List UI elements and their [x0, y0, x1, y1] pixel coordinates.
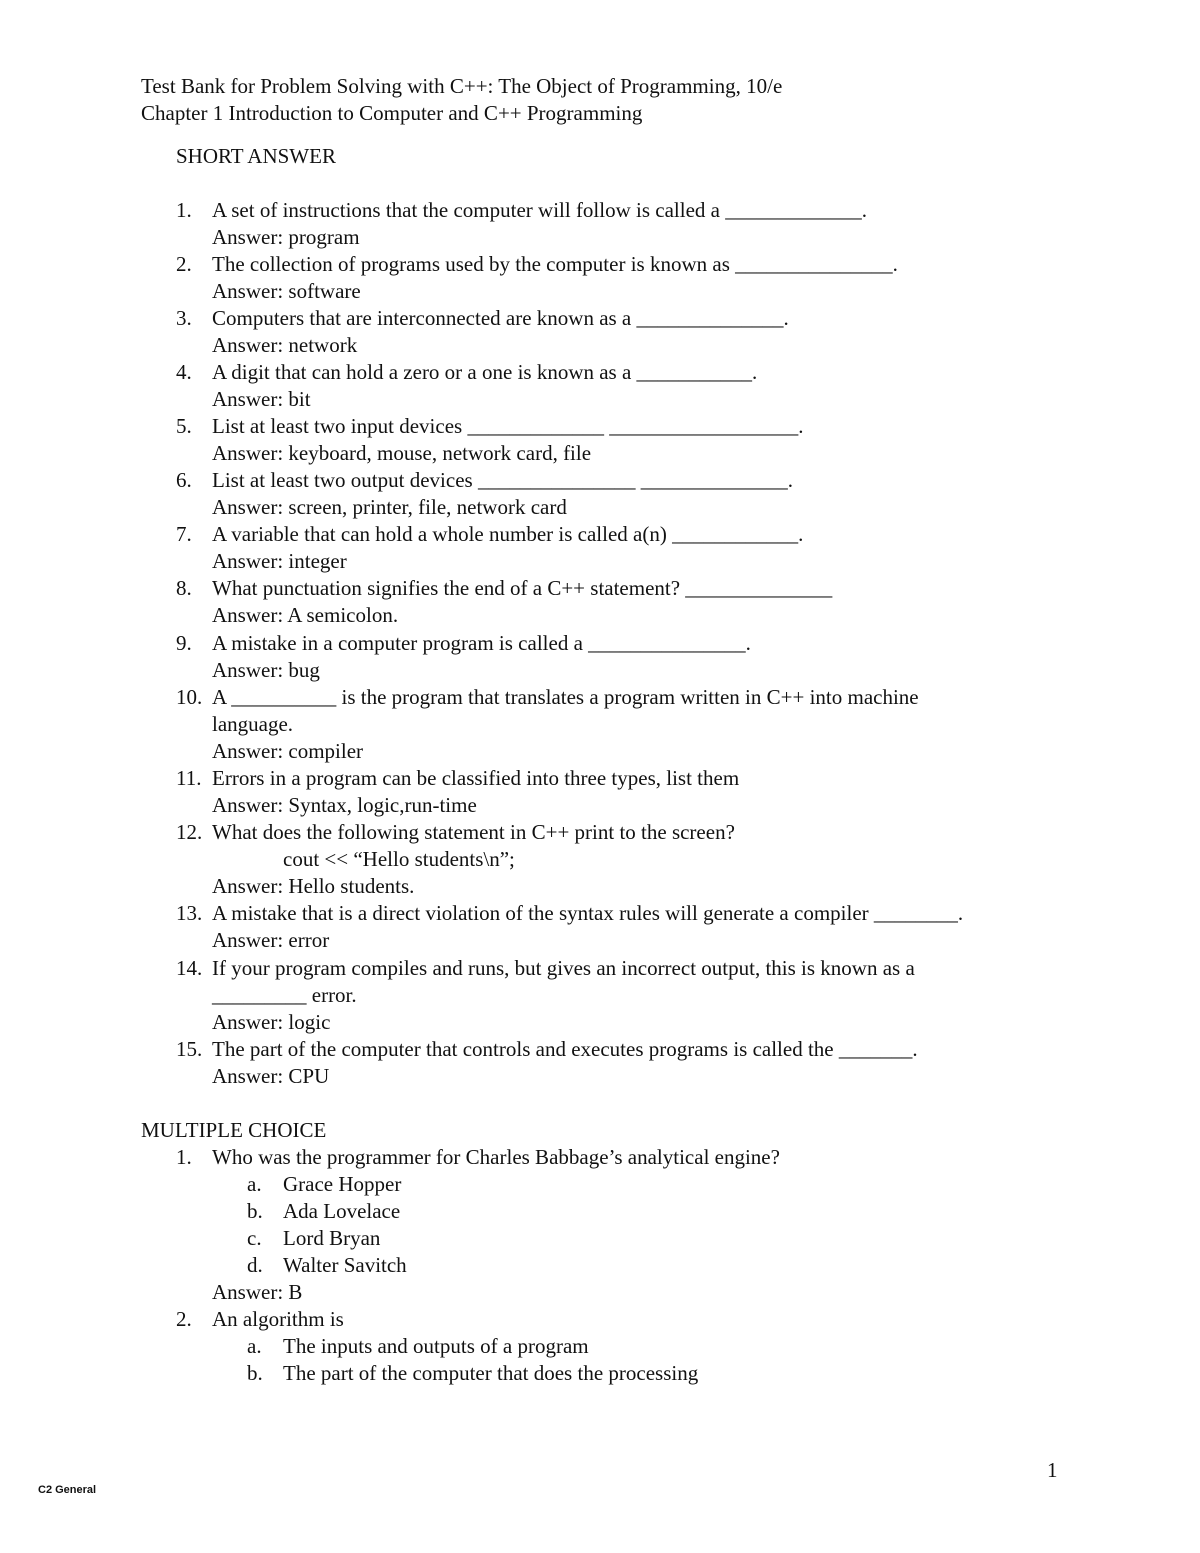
question-text-continued: _________ error. — [212, 983, 357, 1007]
question-number: 9. — [176, 631, 192, 655]
classification-label: C2 General — [38, 1484, 97, 1496]
option-letter: a. — [247, 1172, 262, 1196]
multiple-choice-heading: MULTIPLE CHOICE — [141, 1118, 327, 1142]
page-number: 1 — [1047, 1458, 1058, 1482]
answer-text: Answer: bit — [212, 387, 311, 411]
question-text: A mistake in a computer program is called a _______________. — [212, 631, 751, 655]
answer-text: Answer: logic — [212, 1010, 331, 1034]
question-number: 1. — [176, 198, 192, 222]
answer-text: Answer: B — [212, 1280, 303, 1304]
option-text: Ada Lovelace — [283, 1199, 401, 1223]
option-text: Lord Bryan — [283, 1226, 381, 1250]
option-letter: a. — [247, 1334, 262, 1358]
question-text: List at least two input devices _____________ __________________. — [212, 414, 804, 438]
code-line: cout << “Hello students\n”; — [283, 847, 515, 871]
question-text: A digit that can hold a zero or a one is known as a ___________. — [212, 360, 758, 384]
question-number: 5. — [176, 414, 192, 438]
option-letter: b. — [247, 1199, 263, 1223]
question-number: 12. — [176, 820, 203, 844]
answer-text: Answer: Syntax, logic,run-time — [212, 793, 477, 817]
question-text: What does the following statement in C++ print to the screen? — [212, 820, 735, 844]
question-text: What punctuation signifies the end of a C++ statement? ______________ — [212, 576, 833, 600]
option-text: The inputs and outputs of a program — [283, 1334, 589, 1358]
question-text: The part of the computer that controls and executes programs is called the _______. — [212, 1037, 918, 1061]
answer-text: Answer: keyboard, mouse, network card, file — [212, 441, 592, 465]
question-number: 2. — [176, 252, 192, 276]
question-text: Who was the programmer for Charles Babbage’s analytical engine? — [212, 1145, 780, 1169]
answer-text: Answer: bug — [212, 658, 320, 682]
question-text: The collection of programs used by the computer is known as _______________. — [212, 252, 898, 276]
question-text-continued: language. — [212, 712, 294, 736]
question-text: A set of instructions that the computer will follow is called a _____________. — [212, 198, 867, 222]
answer-text: Answer: error — [212, 928, 330, 952]
answer-text: Answer: Hello students. — [212, 874, 415, 898]
answer-text: Answer: program — [212, 225, 360, 249]
question-text: If your program compiles and runs, but gives an incorrect output, this is known as a — [212, 956, 915, 980]
short-answer-heading: SHORT ANSWER — [176, 144, 336, 168]
question-text: List at least two output devices _______________ ______________. — [212, 468, 793, 492]
answer-text: Answer: CPU — [212, 1064, 330, 1088]
question-number: 15. — [176, 1037, 203, 1061]
question-number: 2. — [176, 1307, 192, 1331]
question-number: 3. — [176, 306, 192, 330]
question-number: 10. — [176, 685, 203, 709]
question-number: 7. — [176, 522, 192, 546]
answer-text: Answer: compiler — [212, 739, 364, 763]
question-number: 8. — [176, 576, 192, 600]
answer-text: Answer: network — [212, 333, 358, 357]
document-title: Test Bank for Problem Solving with C++: The Object of Programming, 10/e — [141, 74, 783, 98]
question-number: 1. — [176, 1145, 192, 1169]
question-number: 11. — [176, 766, 202, 790]
question-text: A mistake that is a direct violation of the syntax rules will generate a compiler ________. — [212, 901, 964, 925]
option-text: The part of the computer that does the processing — [283, 1361, 699, 1385]
answer-text: Answer: screen, printer, file, network card — [212, 495, 567, 519]
answer-text: Answer: integer — [212, 549, 347, 573]
question-text: Computers that are interconnected are known as a ______________. — [212, 306, 789, 330]
option-letter: c. — [247, 1226, 262, 1250]
option-text: Grace Hopper — [283, 1172, 402, 1196]
option-text: Walter Savitch — [283, 1253, 407, 1277]
chapter-title: Chapter 1 Introduction to Computer and C++ Programming — [141, 101, 643, 125]
answer-text: Answer: software — [212, 279, 361, 303]
option-letter: b. — [247, 1361, 263, 1385]
option-letter: d. — [247, 1253, 263, 1277]
question-number: 13. — [176, 901, 203, 925]
question-text: Errors in a program can be classified into three types, list them — [212, 766, 740, 790]
answer-text: Answer: A semicolon. — [212, 603, 399, 627]
question-number: 4. — [176, 360, 192, 384]
question-text: An algorithm is — [212, 1307, 344, 1331]
question-text: A __________ is the program that translates a program written in C++ into machine — [212, 685, 919, 709]
question-text: A variable that can hold a whole number is called a(n) ____________. — [212, 522, 804, 546]
question-number: 14. — [176, 956, 203, 980]
question-number: 6. — [176, 468, 192, 492]
